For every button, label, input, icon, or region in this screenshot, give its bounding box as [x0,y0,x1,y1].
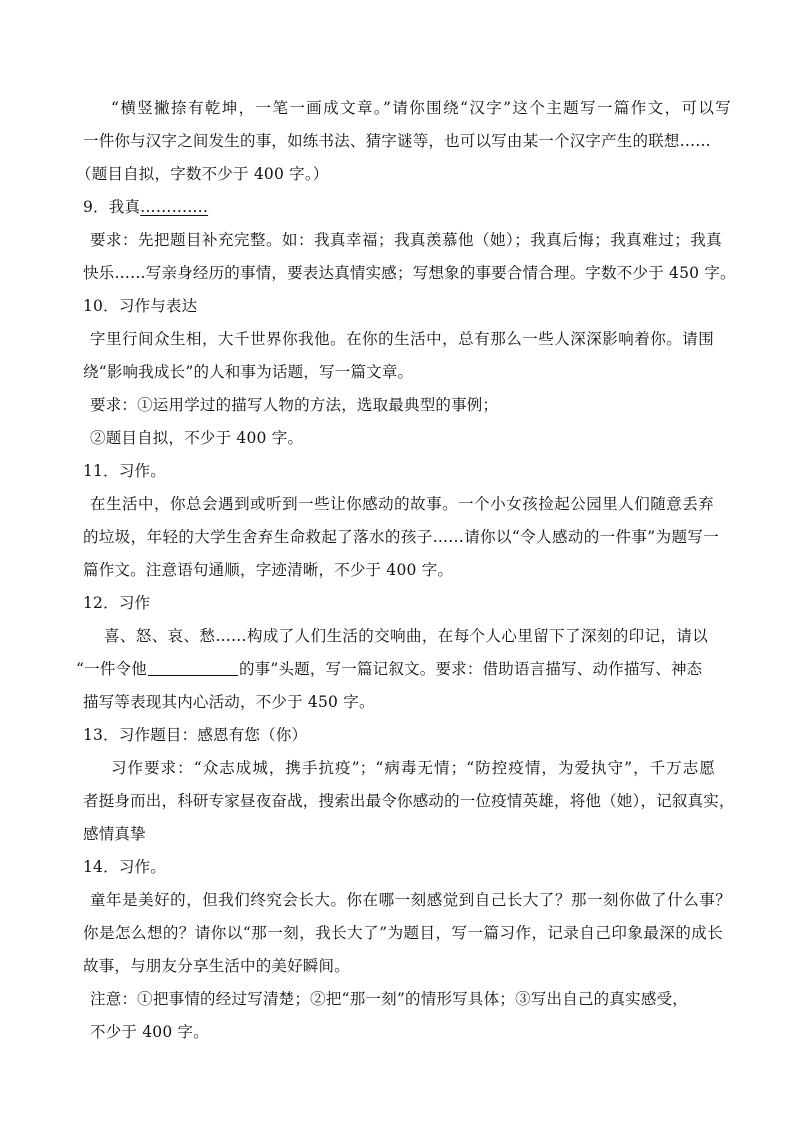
q12-line-2-after: 的事”头题，写一篇记叙文。要求：借助语言描写、动作描写、神态 [238,660,703,678]
q10-line-3: 要求：①运用学过的描写人物的方法，选取最典型的事例； [90,396,499,414]
q12-title: 12．习作 [83,594,151,612]
q14-line-2: 你是怎么想的？请你以“那一刻，我长大了”为题目，写一篇习作，记录自己印象最深的成长 [83,924,723,942]
q13-title: 13．习作题目：感恩有您（你） [83,726,308,744]
q10-line-4: ②题目自拟，不少于 400 字。 [90,429,304,447]
q11-line-3: 篇作文。注意语句通顺，字迹清晰，不少于 400 字。 [83,561,454,579]
q12-fill-blank [148,659,238,676]
q10-line-2: 绕“影响我成长”的人和事为话题，写一篇文章。 [83,363,414,381]
q11-line-2: 的垃圾，年轻的大学生舍弃生命救起了落水的孩子……请你以“令人感动的一件事”为题写一 [83,528,719,546]
intro-line-3: （题目自拟，字数不少于 400 字。） [76,165,329,183]
q14-line-5: 不少于 400 字。 [90,1023,209,1041]
q14-line-4: 注意：①把事情的经过写清楚；②把“那一刻”的情形写具体；③写出自己的真实感受， [90,990,688,1008]
q9-line-2: 快乐……写亲身经历的事情，要表达真情实感；写想象的事要合情合理。字数不少于 450 字。 [83,264,736,282]
q12-line-2-before: “一件令他 [76,660,147,678]
q14-title: 14．习作。 [83,858,166,876]
q12-line-3: 描写等表现其内心活动，不少于 450 字。 [83,693,375,711]
q9-title-prefix: 9．我真 [83,198,141,216]
q11-line-1: 在生活中，你总会遇到或听到一些让你感动的故事。一个小女孩捡起公园里人们随意丢弃 [90,495,714,513]
q14-line-3: 故事，与朋友分享生活中的美好瞬间。 [83,957,350,975]
q12-line-1: 喜、怒、哀、愁……构成了人们生活的交响曲，在每个人心里留下了深刻的印记，请以 [104,627,708,645]
intro-line-1: “横竖撇捺有乾坤，一笔一画成文章。”请你围绕“汉字”这个主题写一篇作文，可以写 [111,99,731,117]
intro-line-2: 一件你与汉字之间发生的事，如练书法、猜字谜等，也可以写由某一个汉字产生的联想…… [83,132,712,150]
q10-line-1: 字里行间众生相，大千世界你我他。在你的生活中，总有那么一些人深深影响着你。请围 [90,330,714,348]
q10-title: 10．习作与表达 [83,297,198,315]
q11-title: 11．习作。 [83,462,166,480]
q9-line-1: 要求：先把题目补充完整。如：我真幸福；我真羡慕他（她）；我真后悔；我真难过；我真 [90,231,722,249]
q9-title-blank: …………. [140,198,209,216]
q9-title [83,196,208,218]
q13-line-3: 感情真挚 [83,825,146,843]
q14-line-1: 童年是美好的，但我们终究会长大。你在哪一刻感觉到自己长大了？那一刻你做了什么事？ [90,891,731,909]
q13-line-2: 者挺身而出，科研专家昼夜奋战，搜索出最令你感动的一位疫情英雄，将他（她），记叙真实， [83,792,735,810]
q13-line-1: 习作要求：“众志成城，携手抗疫”；“病毒无情；“防控疫情，为爱执守”，千万志愿 [111,759,715,777]
q12-line-2 [76,658,702,680]
